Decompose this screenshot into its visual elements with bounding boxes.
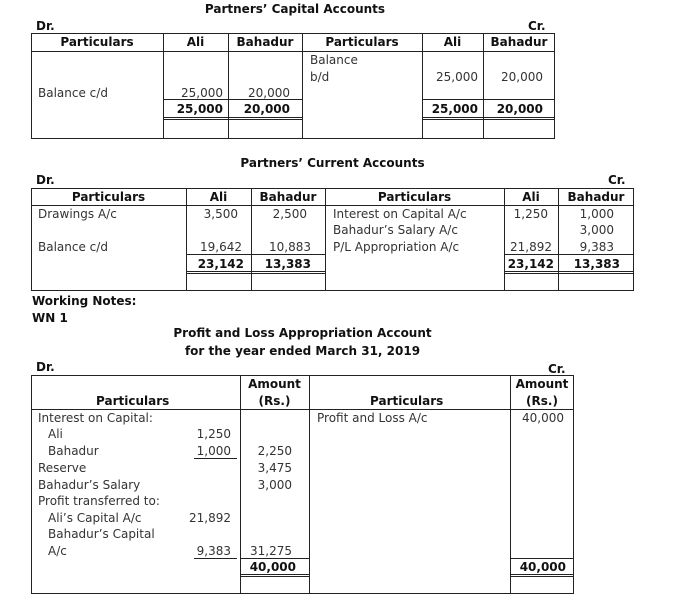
current-header-particulars: Particulars: [377, 190, 452, 204]
salary-amount: 3,000: [257, 478, 292, 492]
reserve-amount: 3,475: [257, 461, 292, 475]
working-note-number: WN 1: [32, 311, 68, 325]
capital-left-particulars: Balance c/d: [38, 86, 108, 100]
current-right-bahadur: 3,000: [579, 223, 614, 237]
current-total-left-bahadur: 13,383: [264, 257, 311, 271]
current-right-bahadur: 1,000: [579, 207, 614, 221]
capital-header-ali: Ali: [186, 35, 205, 49]
capital-right-bahadur: 20,000: [501, 70, 543, 84]
current-left-ali: 3,500: [203, 207, 238, 221]
profit-and-loss-amount: 40,000: [522, 411, 564, 425]
profit-transferred-label: Profit transferred to:: [38, 494, 160, 508]
current-right-ali: 1,250: [513, 207, 548, 221]
current-left-bahadur: 2,500: [272, 207, 307, 221]
profit-and-loss-label: Profit and Loss A/c: [317, 411, 428, 425]
capital-total-rule: [422, 99, 555, 100]
subtotal-rule: [194, 558, 237, 559]
grand-total-rule: [240, 574, 309, 575]
capital-total-left-bahadur: 20,000: [243, 102, 290, 116]
current-total-rule: [504, 273, 634, 274]
current-dr-label: Dr.: [36, 173, 55, 187]
bahadur-capital-amount: 9,383: [196, 544, 231, 558]
current-title: Partners’ Current Accounts: [240, 156, 425, 170]
appropriation-header-particulars: Particulars: [96, 394, 170, 408]
capital-total-rule: [422, 117, 555, 118]
capital-header-particulars: Particulars: [60, 35, 134, 49]
profit-total-amount: 31,275: [250, 544, 292, 558]
capital-total-right-bahadur: 20,000: [496, 102, 543, 116]
capital-right-ali: 25,000: [436, 70, 478, 84]
appropriation-col-divider: [309, 375, 310, 594]
current-left-particulars: Balance c/d: [38, 240, 108, 254]
appropriation-header-rule: [31, 409, 574, 410]
current-header-rule: [31, 205, 634, 206]
appropriation-dr-label: Dr.: [36, 360, 55, 374]
capital-left-ali: 25,000: [181, 86, 223, 100]
current-header-bahadur: Bahadur: [567, 190, 625, 204]
ali-capital-label: Ali’s Capital A/c: [48, 511, 142, 525]
salary-label: Bahadur’s Salary: [38, 478, 141, 492]
current-left-ali: 19,642: [200, 240, 242, 254]
current-header-ali: Ali: [522, 190, 540, 204]
current-header-bahadur: Bahadur: [259, 190, 317, 204]
current-right-particulars: Bahadur’s Salary A/c: [333, 223, 458, 237]
appropriation-title: Profit and Loss Appropriation Account: [173, 326, 432, 340]
current-right-particulars: Interest on Capital A/c: [333, 207, 467, 221]
ali-label: Ali: [48, 427, 63, 441]
current-left-bahadur: 10,883: [269, 240, 311, 254]
bahadur-interest-amount: 1,000: [196, 444, 231, 458]
current-left-particulars: Drawings A/c: [38, 207, 117, 221]
interest-on-capital-label: Interest on Capital:: [38, 411, 153, 425]
current-total-rule: [504, 254, 634, 255]
grand-total-rule: [240, 558, 309, 559]
capital-total-right-ali: 25,000: [431, 102, 478, 116]
appropriation-cr-label: Cr.: [548, 362, 566, 376]
right-grand-total: 40,000: [519, 560, 566, 574]
current-total-left-ali: 23,142: [197, 257, 244, 271]
capital-right-particulars-1: Balance: [310, 53, 358, 67]
current-right-particulars: P/L Appropriation A/c: [333, 240, 460, 254]
appropriation-header-amount-unit: (Rs.): [526, 394, 558, 408]
ali-interest-amount: 1,250: [196, 427, 231, 441]
bahadur-capital-label: Bahadur’s Capital: [48, 527, 155, 541]
capital-cr-label: Cr.: [528, 19, 546, 33]
current-cr-label: Cr.: [608, 173, 626, 187]
capital-total-rule: [163, 117, 302, 118]
current-total-rule: [504, 271, 634, 272]
current-right-ali: 21,892: [510, 240, 552, 254]
capital-left-bahadur: 20,000: [248, 86, 290, 100]
capital-total-left-ali: 25,000: [176, 102, 223, 116]
capital-header-bahadur: Bahadur: [236, 35, 294, 49]
appropriation-header-particulars: Particulars: [370, 394, 444, 408]
appropriation-header-amount: Amount: [248, 377, 301, 391]
current-header-ali: Ali: [209, 190, 228, 204]
grand-total-rule: [510, 574, 574, 575]
current-total-right-ali: 23,142: [507, 257, 554, 271]
appropriation-header-amount: Amount: [515, 377, 569, 391]
interest-total-amount: 2,250: [257, 444, 292, 458]
bahadur-capital-label-ac: A/c: [48, 544, 67, 558]
capital-dr-label: Dr.: [36, 19, 55, 33]
capital-header-rule: [31, 51, 555, 52]
current-total-rule: [186, 254, 325, 255]
capital-title: Partners’ Capital Accounts: [204, 2, 386, 16]
current-total-right-bahadur: 13,383: [573, 257, 620, 271]
capital-total-rule: [422, 119, 555, 120]
current-total-rule: [186, 271, 325, 272]
appropriation-header-amount-unit: (Rs.): [258, 394, 291, 408]
grand-total-rule: [510, 576, 574, 577]
current-header-particulars: Particulars: [71, 190, 146, 204]
capital-total-rule: [163, 119, 302, 120]
grand-total-rule: [240, 576, 309, 577]
reserve-label: Reserve: [38, 461, 87, 475]
grand-total-rule: [510, 558, 574, 559]
subtotal-rule: [194, 458, 237, 459]
capital-header-bahadur: Bahadur: [490, 35, 548, 49]
working-notes-heading: Working Notes:: [32, 294, 137, 308]
capital-header-ali: Ali: [443, 35, 462, 49]
capital-right-particulars-2: b/d: [310, 70, 330, 84]
ali-capital-amount: 21,892: [189, 511, 231, 525]
appropriation-subtitle: for the year ended March 31, 2019: [184, 344, 421, 358]
current-right-bahadur: 9,383: [579, 240, 614, 254]
bahadur-label: Bahadur: [48, 444, 99, 458]
left-grand-total: 40,000: [249, 560, 296, 574]
current-total-rule: [186, 273, 325, 274]
capital-header-particulars: Particulars: [325, 35, 399, 49]
